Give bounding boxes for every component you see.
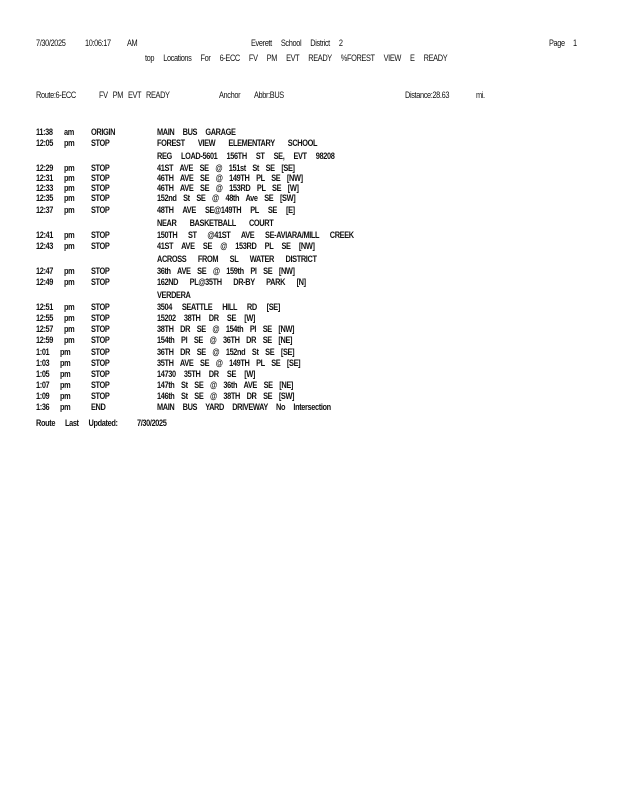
stop-time: 12:57: [36, 324, 54, 334]
stop-ampm: pm: [60, 402, 71, 412]
route-flags: FV PM EVT READY: [99, 90, 170, 100]
stop-type: STOP: [91, 358, 110, 368]
stop-ampm: pm: [64, 193, 75, 203]
stop-ampm: pm: [64, 163, 75, 173]
stop-time: 12:33: [36, 183, 54, 193]
page-number: 1: [573, 38, 577, 48]
stop-type: STOP: [91, 347, 110, 357]
route-anchor: Anchor: [219, 90, 241, 100]
stop-time: 1:01: [36, 347, 50, 357]
stop-location: 41ST AVE SE @ 151st St SE [SE]: [157, 163, 295, 173]
stop-type: ORIGIN: [91, 127, 116, 137]
stop-ampm: pm: [64, 324, 75, 334]
stop-location: 152nd St SE @ 48th Ave SE [SW]: [157, 193, 296, 203]
stop-type: STOP: [91, 205, 110, 215]
stop-location: 14730 35TH DR SE [W]: [157, 369, 256, 379]
stop-ampm: pm: [64, 266, 75, 276]
stop-time: 1:03: [36, 358, 50, 368]
stop-type: END: [91, 402, 106, 412]
report-subtitle: top Locations For 6-ECC FV PM EVT READY %FOREST VIEW E READY: [145, 53, 448, 63]
stop-time: 12:37: [36, 205, 54, 215]
stop-type: STOP: [91, 324, 110, 334]
stop-location: NEAR BASKETBALL COURT: [157, 218, 274, 228]
stop-time: 12:05: [36, 138, 54, 148]
stop-ampm: pm: [64, 335, 75, 345]
stop-type: STOP: [91, 313, 110, 323]
stop-location: 147th St SE @ 36th AVE SE [NE]: [157, 380, 293, 390]
stop-type: STOP: [91, 183, 110, 193]
stop-time: 12:41: [36, 230, 54, 240]
stop-location: 162ND PL@35TH DR-BY PARK [N]: [157, 277, 306, 287]
page-label: Page: [549, 38, 565, 48]
stop-location: 38TH DR SE @ 154th Pl SE [NW]: [157, 324, 295, 334]
stop-time: 1:36: [36, 402, 50, 412]
stop-ampm: pm: [64, 205, 75, 215]
stop-location: 146th St SE @ 38TH DR SE [SW]: [157, 391, 295, 401]
report-time: 10:06:17: [85, 38, 111, 48]
stop-type: STOP: [91, 335, 110, 345]
stop-ampm: pm: [64, 138, 75, 148]
stop-location: MAIN BUS YARD DRIVEWAY No Intersection: [157, 402, 331, 412]
stop-ampm: pm: [64, 313, 75, 323]
stop-location: FOREST VIEW ELEMENTARY SCHOOL: [157, 138, 318, 148]
stop-ampm: pm: [64, 230, 75, 240]
report-date: 7/30/2025: [36, 38, 66, 48]
stop-time: 12:29: [36, 163, 54, 173]
stop-location: 48TH AVE SE@149TH PL SE [E]: [157, 205, 295, 215]
stop-time: 12:31: [36, 173, 54, 183]
stop-ampm: pm: [64, 277, 75, 287]
stop-location: 15202 38TH DR SE [W]: [157, 313, 256, 323]
stop-ampm: pm: [60, 380, 71, 390]
route-abbr: Abbr:BUS: [254, 90, 284, 100]
stop-ampm: pm: [60, 369, 71, 379]
stop-type: STOP: [91, 369, 110, 379]
stop-time: 1:05: [36, 369, 50, 379]
stop-type: STOP: [91, 302, 110, 312]
stop-type: STOP: [91, 230, 110, 240]
stop-ampm: pm: [64, 173, 75, 183]
stop-location: 46TH AVE SE @ 149TH PL SE [NW]: [157, 173, 303, 183]
footer-label: Route Last Updated:: [36, 418, 118, 428]
stop-ampm: pm: [60, 347, 71, 357]
stop-ampm: pm: [64, 183, 75, 193]
stop-ampm: pm: [64, 241, 75, 251]
stop-location: 36TH DR SE @ 152nd St SE [SE]: [157, 347, 295, 357]
stop-location: 46TH AVE SE @ 153RD PL SE [W]: [157, 183, 299, 193]
report-ampm: AM: [127, 38, 138, 48]
stop-time: 12:43: [36, 241, 54, 251]
stop-location: ACROSS FROM SL WATER DISTRICT: [157, 254, 317, 264]
stop-location: 41ST AVE SE @ 153RD PL SE [NW]: [157, 241, 315, 251]
stop-location: REG LOAD-5601 156TH ST SE, EVT 98208: [157, 151, 335, 161]
stop-location: MAIN BUS GARAGE: [157, 127, 236, 137]
district-title: Everett School District 2: [251, 38, 343, 48]
stop-time: 12:35: [36, 193, 54, 203]
stop-location: 3504 SEATTLE HILL RD [SE]: [157, 302, 280, 312]
stop-time: 1:09: [36, 391, 50, 401]
stop-type: STOP: [91, 193, 110, 203]
stop-type: STOP: [91, 241, 110, 251]
route-distance: Distance:28.63: [405, 90, 450, 100]
stop-location: 154th Pl SE @ 36TH DR SE [NE]: [157, 335, 293, 345]
distance-unit: mi.: [476, 90, 485, 100]
route-name: Route:6-ECC: [36, 90, 76, 100]
stop-type: STOP: [91, 266, 110, 276]
stop-time: 1:07: [36, 380, 50, 390]
stop-type: STOP: [91, 173, 110, 183]
stop-time: 12:49: [36, 277, 54, 287]
stop-location: 150TH ST @41ST AVE SE-AVIARA/MILL CREEK: [157, 230, 354, 240]
stop-time: 11:38: [36, 127, 53, 137]
stop-ampm: pm: [60, 358, 71, 368]
stop-time: 12:47: [36, 266, 54, 276]
stop-location: VERDERA: [157, 290, 191, 300]
stop-time: 12:51: [36, 302, 54, 312]
stop-location: 36th AVE SE @ 159th Pl SE [NW]: [157, 266, 295, 276]
stop-ampm: pm: [64, 302, 75, 312]
footer-date: 7/30/2025: [137, 418, 167, 428]
stop-time: 12:55: [36, 313, 54, 323]
stop-type: STOP: [91, 138, 110, 148]
stop-ampm: pm: [60, 391, 71, 401]
stop-type: STOP: [91, 277, 110, 287]
stop-ampm: am: [64, 127, 74, 137]
stop-location: 35TH AVE SE @ 149TH PL SE [SE]: [157, 358, 301, 368]
stop-time: 12:59: [36, 335, 54, 345]
stop-type: STOP: [91, 380, 110, 390]
stop-type: STOP: [91, 163, 110, 173]
stop-type: STOP: [91, 391, 110, 401]
